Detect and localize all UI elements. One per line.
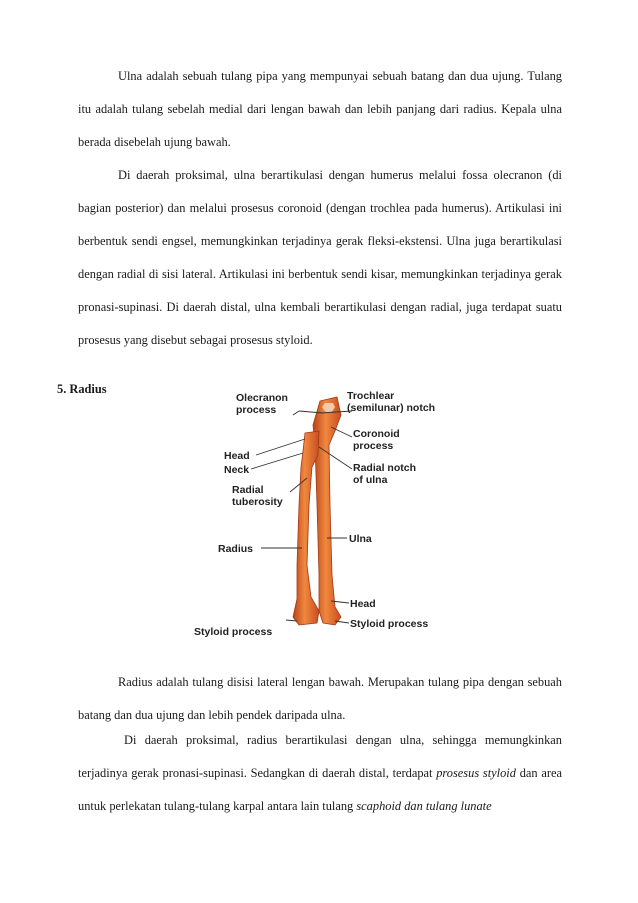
- section-heading-radius: 5. Radius: [57, 382, 107, 396]
- label-head-ulna: Head: [350, 598, 376, 610]
- label-neck: Neck: [224, 464, 250, 476]
- label-ulna: Ulna: [349, 533, 372, 545]
- radius-bone-shape: [293, 431, 319, 625]
- label-olecranon-line2: process: [236, 404, 277, 416]
- term-prosesus-styloid: prosesus styloid: [436, 766, 516, 780]
- term-scaphoid-lunate: scaphoid dan tulang lunate: [356, 799, 492, 813]
- label-radial-notch-line2: of ulna: [353, 474, 388, 486]
- radius-ulna-figure: [189, 385, 448, 640]
- label-radius: Radius: [218, 543, 254, 555]
- label-radial-tuberosity-line2: tuberosity: [232, 496, 283, 508]
- label-olecranon-line1: Olecranon: [236, 392, 288, 404]
- ulna-paragraph-2: Di daerah proksimal, ulna berartikulasi dengan humerus melalui fossa olecranon (di bagian posterior) dan melalui prosesus coronoid (dengan trochlea pada humerus). Artikulasi ini berbentuk sendi engsel, memungkinkan terjadinya gerak fleksi-ekstensi. Ulna juga berartikulasi dengan radial di sisi lateral. Artikulasi ini berbentuk sendi kisar, memungkinkan terjadinya gerak pronasi-supinasi. Di daerah distal, ulna kembali berartikulasi dengan radial, juga terdapat suatu prosesus yang disebut sebagai prosesus styloid.: [78, 168, 562, 347]
- label-trochlear-line2: (semilunar) notch: [347, 402, 436, 414]
- label-styloid-radius: Styloid process: [194, 626, 273, 638]
- bone-illustration: [189, 385, 448, 640]
- label-coronoid-line1: Coronoid: [353, 428, 400, 440]
- label-coronoid-line2: process: [353, 440, 394, 452]
- label-styloid-ulna: Styloid process: [350, 618, 429, 630]
- radius-paragraph-2: Di daerah proksimal, radius berartikulasi dengan ulna, sehingga memungkinkan terjadinya gerak pronasi-supinasi. Sedangkan di daerah distal, terdapat prosesus styloid dan area untuk perlekatan tulang-tulang karpal antara lain tulang scaphoid dan tulang lunate: [78, 733, 562, 813]
- label-trochlear-line1: Trochlear: [347, 390, 395, 402]
- radius-paragraph-1: Radius adalah tulang disisi lateral lengan bawah. Merupakan tulang pipa dengan sebuah batang dan dua ujung dan lebih pendek daripada ulna.: [78, 675, 562, 722]
- label-head-radius: Head: [224, 450, 250, 462]
- label-radial-notch-line1: Radial notch: [353, 462, 417, 474]
- ulna-paragraph-1: Ulna adalah sebuah tulang pipa yang mempunyai sebuah batang dan dua ujung. Tulang itu adalah tulang sebelah medial dari lengan bawah dan lebih panjang dari radius. Kepala ulna berada disebelah ujung bawah.: [78, 69, 562, 149]
- label-radial-tuberosity-line1: Radial: [232, 484, 264, 496]
